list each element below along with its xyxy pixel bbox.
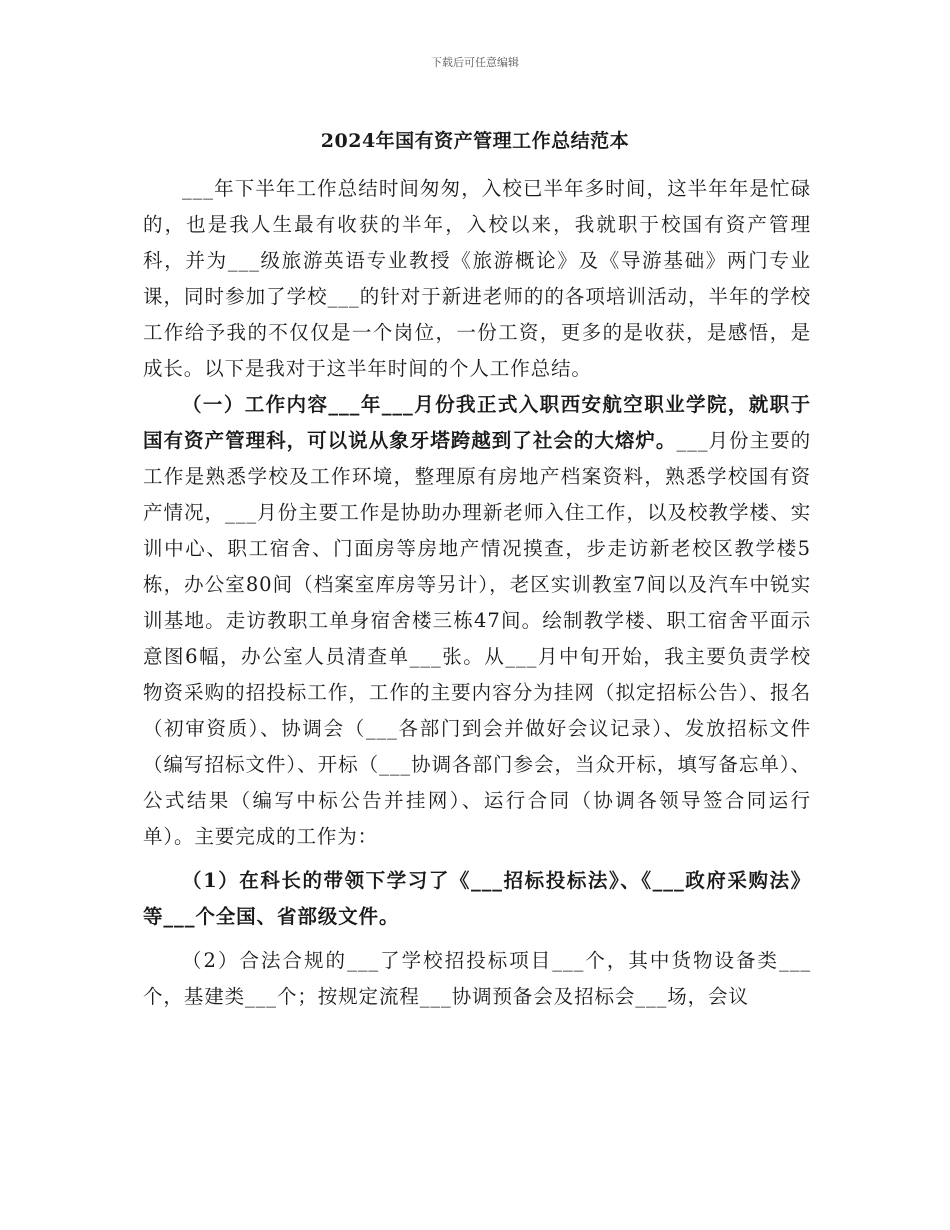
document-title: 2024年国有资产管理工作总结范本 xyxy=(320,130,630,152)
paragraph-work-content xyxy=(143,387,811,855)
paragraph-item-2: （2）合法合规的___了学校招投标项目___个，其中货物设备类___个，基建类___个；按规定流程___协调预备会及招标会___场，会议 xyxy=(143,949,811,1008)
page-header: 下载后可任意编辑 xyxy=(431,56,519,69)
paragraph-work-details: ___月份主要的工作是熟悉学校及工作环境，整理原有房地产档案资料，熟悉学校国有资产情况，___月份主要工作是协助办理新老师入住工作，以及校教学楼、实训中心、职工宿舍、门面房等房地产情况摸查，步走访新老校区教学楼5栋，办公室80间（档案室库房等另计），老区实训教室7间以及汽车中锐实训基地。走访教职工单身宿舍楼三栋47间。绘制教学楼、职工宿舍平面示意图6幅，办公室人员清查单___张。从___月中旬开始，我主要负责学校物资采购的招投标工作，工作的主要内容分为挂网（拟定招标公告）、报名（初审资质）、协调会（___各部门到会并做好会议记录）、发放招标文件（编写招标文件）、开标（___协调各部门参会，当众开标，填写备忘单）、公式结果（编写中标公告并挂网）、运行合同（协调各领导签合同运行单）。主要完成的工作为： xyxy=(143,429,812,848)
document-body xyxy=(143,171,811,1015)
section-heading-work-content: （一）工作内容___年___月份我正式入职西安航空职业学院，就职于国有资产管理科，可以说从象牙塔跨越到了社会的大熔炉。 xyxy=(143,393,811,452)
paragraph-intro: ___年下半年工作总结时间匆匆，入校已半年多时间，这半年年是忙碌的，也是我人生最有收获的半年，入校以来，我就职于校国有资产管理科，并为___级旅游英语专业教授《旅游概论》及《导游基础》两门专业课，同时参加了学校___的针对于新进老师的的各项培训活动，半年的学校工作给予我的不仅仅是一个岗位，一份工资，更多的是收获，是感悟，是成长。以下是我对于这半年时间的个人工作总结。 xyxy=(143,177,811,380)
paragraph-item-1: （1）在科长的带领下学习了《___招标投标法》、《___政府采购法》等___个全国、省部级文件。 xyxy=(143,869,811,928)
